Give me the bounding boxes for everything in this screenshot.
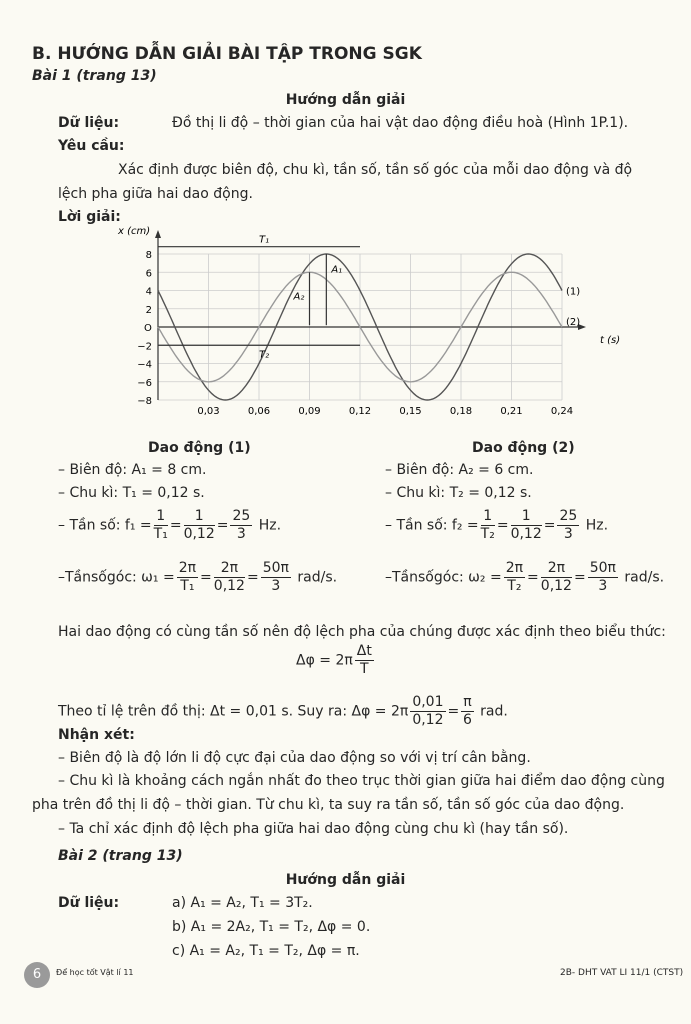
remark-line: – Ta chỉ xác định độ lệch pha giữa hai dao động cùng chu kì (hay tần số). bbox=[58, 821, 569, 837]
t2-label: T₂ bbox=[259, 349, 270, 361]
origin-label: O bbox=[144, 323, 152, 334]
osc1-period: – Chu kì: T₁ = 0,12 s. bbox=[58, 485, 205, 501]
y-tick-label: 4 bbox=[145, 286, 152, 298]
osc1-amplitude: – Biên độ: A₁ = 8 cm. bbox=[58, 462, 207, 478]
osc1-title: Dao động (1) bbox=[148, 440, 251, 456]
y-tick-label: −4 bbox=[137, 359, 152, 371]
footer-code: 2B- DHT VAT LI 11/1 (CTST) bbox=[560, 968, 684, 978]
guide-heading: Hướng dẫn giải bbox=[285, 872, 406, 888]
ratio-text: Theo tỉ lệ trên đồ thị: Δt = 0,01 s. Suy ra: Δφ = 2π $\frac{0,01}{0,12}$ = $\frac{\pi}{6}$ rad. bbox=[58, 694, 508, 728]
guide-heading: Hướng dẫn giải bbox=[285, 92, 406, 108]
request-line: Xác định được biên độ, chu kì, tần số, tần số góc của mỗi dao động và độ bbox=[118, 162, 633, 178]
x-tick-label: 0,09 bbox=[298, 406, 321, 417]
osc1-angular-frequency: –Tầnsốgóc: ω₁ = $\frac{2\pi}{\text{T₁}}$ = $\frac{2\pi}{0,12}$ = $\frac{50\pi}{3}$ rad/s. bbox=[58, 560, 338, 594]
y-tick-label: 6 bbox=[145, 268, 152, 280]
series-label: (1) bbox=[566, 286, 581, 298]
osc2-frequency: – Tần số: f₂ = $\frac{1}{\text{T₂}}$ = $\frac{1}{0,12}$ = $\frac{25}{3}$ Hz. bbox=[385, 508, 609, 542]
data-item: b) A₁ = 2A₂, T₁ = T₂, Δφ = 0. bbox=[172, 919, 371, 935]
x-tick-label: 0,15 bbox=[399, 406, 422, 417]
request-label: Yêu cầu: bbox=[58, 138, 125, 154]
remark-line: – Chu kì là khoảng cách ngắn nhất đo theo trục thời gian giữa hai điểm dao động cùng bbox=[58, 773, 665, 789]
osc2-period: – Chu kì: T₂ = 0,12 s. bbox=[385, 485, 532, 501]
section-title: B. HƯỚNG DẪN GIẢI BÀI TẬP TRONG SGK bbox=[32, 44, 422, 64]
x-tick-label: 0,21 bbox=[500, 406, 523, 417]
request-line: lệch pha giữa hai dao động. bbox=[58, 186, 253, 202]
osc2-title: Dao động (2) bbox=[472, 440, 575, 456]
x-tick-label: 0,18 bbox=[449, 406, 473, 417]
y-axis-arrow-icon bbox=[155, 230, 161, 238]
remark-line: – Biên độ là độ lớn li độ cực đại của dao động so với vị trí cân bằng. bbox=[58, 750, 531, 766]
y-tick-label: −6 bbox=[137, 377, 152, 389]
footer-book-title: Để học tốt Vật lí 11 bbox=[56, 968, 134, 977]
phase-text: Hai dao động có cùng tần số nên độ lệch pha của chúng được xác định theo biểu thức: bbox=[58, 624, 666, 640]
data-label: Dữ liệu: bbox=[58, 115, 120, 131]
phase-formula: Δφ = 2π $\frac{\Delta t}{T}$ bbox=[296, 643, 372, 677]
series-label: (2) bbox=[566, 317, 581, 328]
a2-label: A₂ bbox=[293, 291, 305, 303]
t1-label: T₁ bbox=[259, 234, 270, 246]
y-tick-label: 2 bbox=[145, 304, 152, 316]
remark-label: Nhận xét: bbox=[58, 727, 135, 743]
y-tick-label: −8 bbox=[137, 396, 152, 407]
remark-line: pha trên đồ thị li độ – thời gian. Từ chu kì, ta suy ra tần số, tần số góc của dao động. bbox=[32, 797, 625, 813]
x-tick-label: 0,03 bbox=[197, 406, 220, 417]
data-item: c) A₁ = A₂, T₁ = T₂, Δφ = π. bbox=[172, 943, 360, 959]
solution-label: Lời giải: bbox=[58, 209, 121, 225]
osc2-amplitude: – Biên độ: A₂ = 6 cm. bbox=[385, 462, 534, 478]
page-number-bulb: 6 bbox=[24, 962, 50, 988]
exercise-2-title: Bài 2 (trang 13) bbox=[58, 848, 183, 864]
x-axis-label: t (s) bbox=[600, 335, 621, 346]
y-axis-label: x (cm) bbox=[118, 226, 151, 237]
y-tick-label: 8 bbox=[145, 250, 152, 261]
a1-label: A₁ bbox=[331, 264, 343, 276]
x-tick-label: 0,12 bbox=[348, 406, 372, 417]
osc2-angular-frequency: –Tầnsốgóc: ω₂ = $\frac{2\pi}{\text{T₂}}$ = $\frac{2\pi}{0,12}$ = $\frac{50\pi}{3}$ rad/s. bbox=[385, 560, 665, 594]
data-text: Đồ thị li độ – thời gian của hai vật dao động điều hoà (Hình 1P.1). bbox=[172, 115, 629, 131]
x-tick-label: 0,06 bbox=[247, 406, 271, 417]
data-item: a) A₁ = A₂, T₁ = 3T₂. bbox=[172, 895, 313, 911]
y-tick-label: −2 bbox=[137, 341, 152, 353]
x-tick-label: 0,24 bbox=[550, 406, 574, 417]
displacement-time-graph bbox=[100, 222, 621, 422]
data-label: Dữ liệu: bbox=[58, 895, 120, 911]
osc1-frequency: – Tần số: f₁ = $\frac{1}{\text{T₁}}$ = $\frac{1}{0,12}$ = $\frac{25}{3}$ Hz. bbox=[58, 508, 282, 542]
exercise-1-title: Bài 1 (trang 13) bbox=[32, 68, 157, 84]
